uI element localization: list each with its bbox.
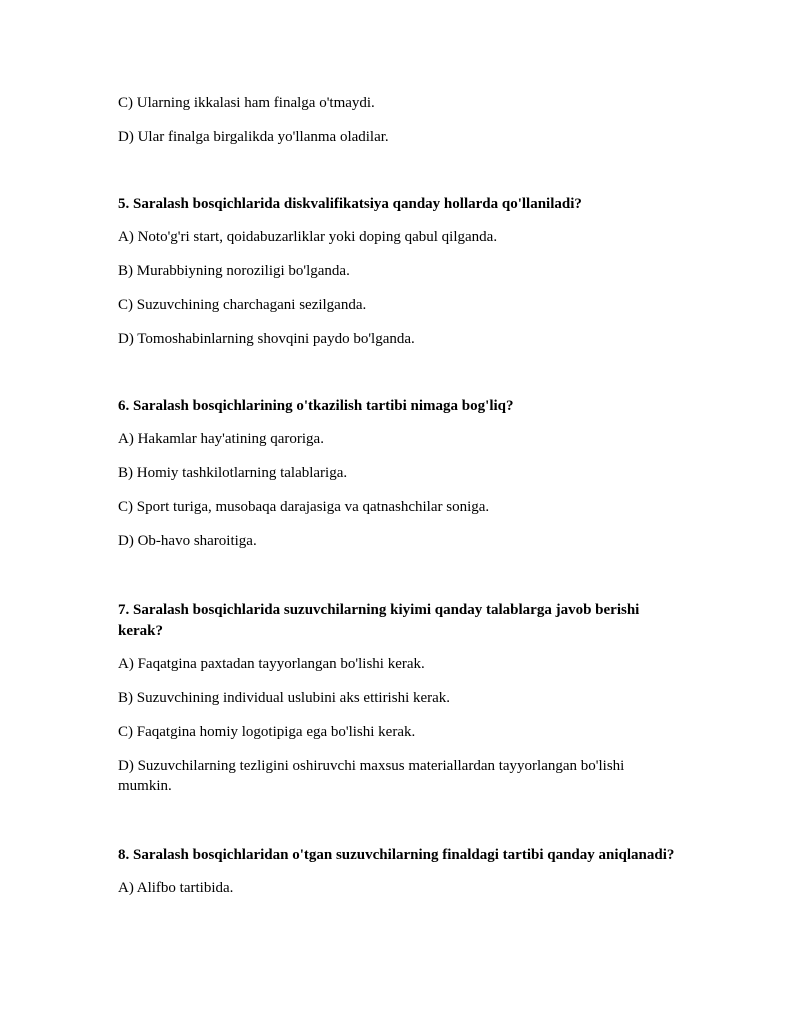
option-7a: A) Faqatgina paxtadan tayyorlangan bo'lishi kerak.	[118, 656, 425, 672]
option-4c: C) Ularning ikkalasi ham finalga o'tmaydi.	[118, 95, 375, 111]
option-7c: C) Faqatgina homiy logotipiga ega bo'lishi kerak.	[118, 724, 416, 740]
option-6c: C) Sport turiga, musobaqa darajasiga va qatnashchilar soniga.	[118, 499, 490, 515]
option-7d: D) Suzuvchilarning tezligini oshiruvchi maxsus materiallardan tayyorlangan bo'lishi mumkin.	[118, 758, 625, 794]
option-5d: D) Tomoshabinlarning shovqini paydo bo'lganda.	[118, 331, 415, 347]
question-6: 6. Saralash bosqichlarining o'tkazilish tartibi nimaga bog'liq?	[118, 398, 514, 414]
option-6a: A) Hakamlar hay'atining qaroriga.	[118, 431, 324, 447]
spacer	[118, 565, 678, 600]
document-page	[118, 93, 678, 912]
option-5c: C) Suzuvchining charchagani sezilganda.	[118, 297, 367, 313]
question-7: 7. Saralash bosqichlarida suzuvchilarning kiyimi qanday talablarga javob berishi kerak?	[118, 602, 640, 639]
option-8a: A) Alifbo tartibida.	[118, 880, 234, 896]
option-7b: B) Suzuvchining individual uslubini aks ettirishi kerak.	[118, 690, 451, 706]
option-4d: D) Ular finalga birgalikda yo'llanma oladilar.	[118, 129, 389, 145]
option-6d: D) Ob-havo sharoitiga.	[118, 533, 257, 549]
spacer	[118, 161, 678, 194]
option-5a: A) Noto'g'ri start, qoidabuzarliklar yoki doping qabul qilganda.	[118, 229, 498, 245]
question-8: 8. Saralash bosqichlaridan o'tgan suzuvchilarning finaldagi tartibi qanday aniqlanadi?	[118, 847, 675, 863]
option-6b: B) Homiy tashkilotlarning talablariga.	[118, 465, 348, 481]
option-5b: B) Murabbiyning noroziligi bo'lganda.	[118, 263, 350, 279]
spacer	[118, 363, 678, 396]
question-5: 5. Saralash bosqichlarida diskvalifikatsiya qanday hollarda qo'llaniladi?	[118, 196, 582, 212]
spacer	[118, 810, 678, 845]
